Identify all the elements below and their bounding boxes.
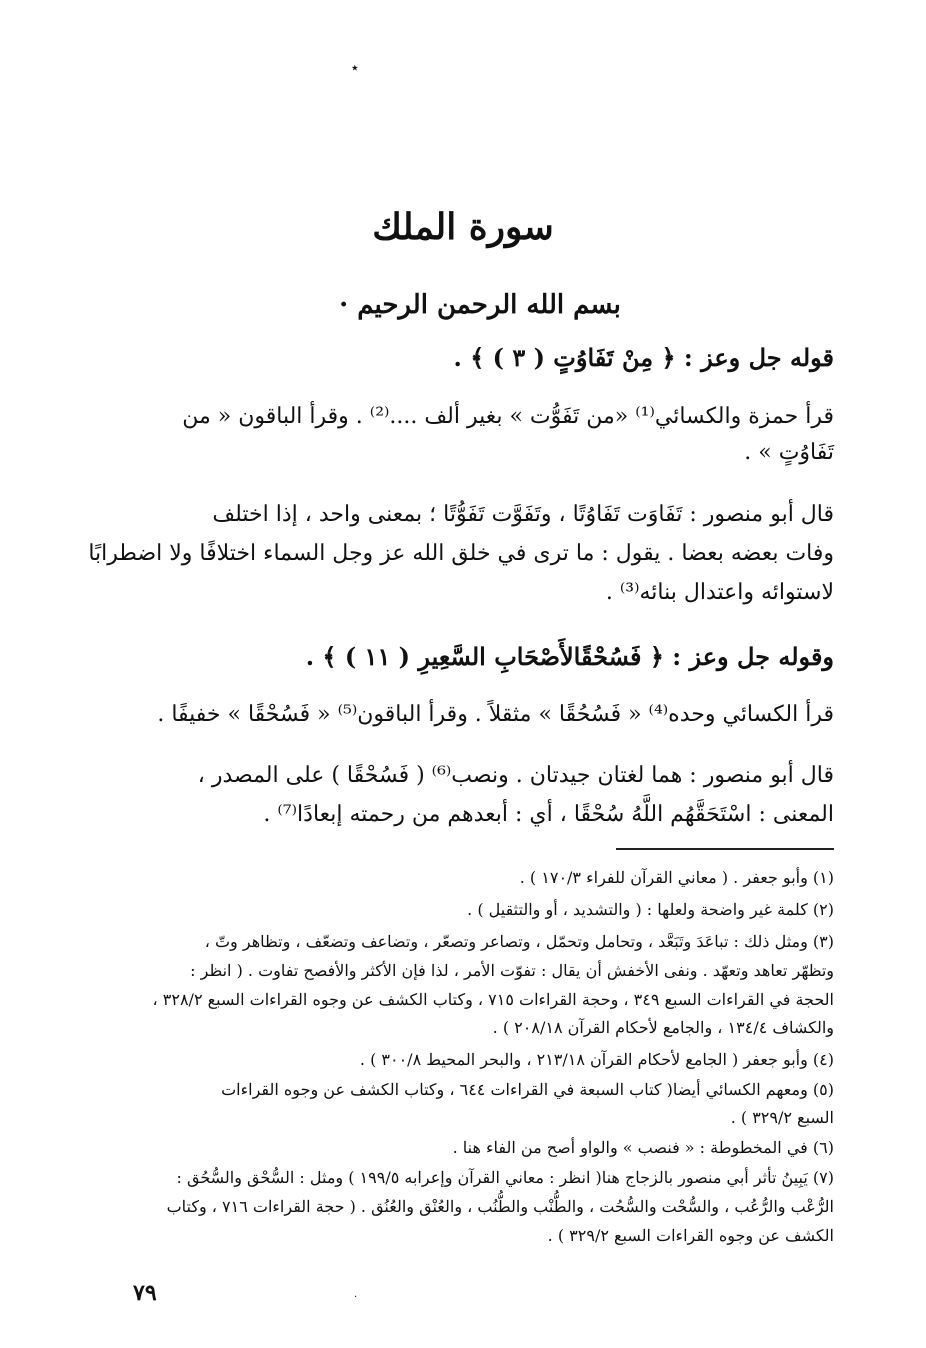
footnote-line: (٣) ومثل ذلك : تباعَدَ وتَبَعَّد ، وتحامل وتحمّل ، وتصاعر وتصعّر ، وتضاعف وتضعّف ، وتظاهر وتّ ، xyxy=(204,932,834,951)
footnote-line: السبع ٣٢٩/٢ ) . xyxy=(730,1108,834,1127)
footnote-line: (٦) في المخطوطة : « فنصب » والواو أصح من الفاء هنا . xyxy=(452,1138,834,1157)
paragraph-line: تَفَاوُتٍ » . xyxy=(744,440,834,465)
basmala-heading: · بسم الله الرحمن الرحيم xyxy=(339,290,621,320)
paragraph-line: قرأ الكسائي وحده⁽⁴⁾ « فَسُحُقًا » مثقلاً . وقرأ الباقون⁽⁵⁾ « فَسُحْقًا » خفيفًا . xyxy=(157,702,834,727)
footnote-line: الحجة في القراءات السبع ٣٤٩ ، وحجة القراءات ٧١٥ ، وكتاب الكشف عن وجوه القراءات السبع ٣٢٨/٢ ، xyxy=(152,990,834,1009)
footnote-line: والكشاف ١٣٤/٤ ، والجامع لأحكام القرآن ٢٠٨/١٨ ) . xyxy=(492,1018,834,1037)
bottom-dot-mark: · xyxy=(354,1292,358,1303)
paragraph-line: قال أبو منصور : هما لغتان جيدتان . ونصب⁽⁶⁾ ( فَسُحْقًا ) على المصدر ، xyxy=(197,763,834,788)
surah-title: سورة الملك xyxy=(372,206,554,248)
footnote-line: (٢) كلمة غير واضحة ولعلها : ( والتشديد ، أو والتثقيل ) . xyxy=(467,900,834,919)
page-number: ٧٩ xyxy=(133,1280,157,1306)
top-ornament-mark: ٭ xyxy=(351,60,359,76)
footnote-line: وتظهّر تعاهد وتعهّد . ونفى الأخفش أن يقال : تفوّت الأمر ، لذا فإن الأكثر والأفصح تفاوت . ( انظر : xyxy=(190,961,834,980)
footnote-line: (١) وأبو جعفر . ( معاني القرآن للفراء ١٧٠/٣ ) . xyxy=(519,868,834,887)
paragraph-line: قرأ حمزة والكسائي⁽¹⁾ «من تَفَوُّت » بغير ألف ....⁽²⁾ . وقرأ الباقون « من xyxy=(182,404,834,429)
verse-heading-2: وقوله جل وعز : ﴿ فَسُحْقًالأَصْحَابِ السَّعِيرِ ( ١١ ) ﴾ . xyxy=(305,642,834,671)
footnote-line: (٤) وأبو جعفر ( الجامع لأحكام القرآن ٢١٣/١٨ ، والبحر المحيط ٣٠٠/٨ ) . xyxy=(359,1050,834,1069)
footnote-divider xyxy=(616,848,834,850)
verse-heading-1: قوله جل وعز : ﴿ مِنْ تَفَاوُتٍ ( ٣ ) ﴾ . xyxy=(453,343,834,372)
paragraph-line: وفات بعضه بعضا . يقول : ما ترى في خلق الله عز وجل السماء اختلافًا ولا اضطرابًا xyxy=(88,541,834,566)
footnote-line: (٧) يَبِينُ تأثر أبي منصور بالزجاج هنا( انظر : معاني القرآن وإعرابه ١٩٩/٥ ) ومثل : السُّحْق والسُّحُق : xyxy=(176,1168,834,1187)
footnote-line: الكشف عن وجوه القراءات السبع ٣٢٩/٢ ) . xyxy=(547,1226,834,1245)
paragraph-line: لاستوائه واعتدال بنائه⁽³⁾ . xyxy=(605,580,834,605)
footnote-line: الرُّعْب والرُّعُب ، والسُّحْت والسُّحُت ، والطُّنْب والطُّنُب ، والعُنْق والعُنُق . ( حجة القراءات ٧١٦ ، وكتاب xyxy=(166,1197,834,1216)
footnote-line: (٥) ومعهم الكسائي أيضا( كتاب السبعة في القراءات ٦٤٤ ، وكتاب الكشف عن وجوه القراءات xyxy=(221,1080,834,1099)
paragraph-line: قال أبو منصور : تَفَاوَت تَفَاوُتًا ، وتَفَوَّت تَفَوُّتًا ؛ بمعنى واحد ، إذا اختلف xyxy=(212,502,834,527)
paragraph-line: المعنى : اسْتَحَقَّهُم اللَّهُ سُحْقًا ، أي : أبعدهم من رحمته إبعادًا⁽⁷⁾ . xyxy=(263,802,834,827)
